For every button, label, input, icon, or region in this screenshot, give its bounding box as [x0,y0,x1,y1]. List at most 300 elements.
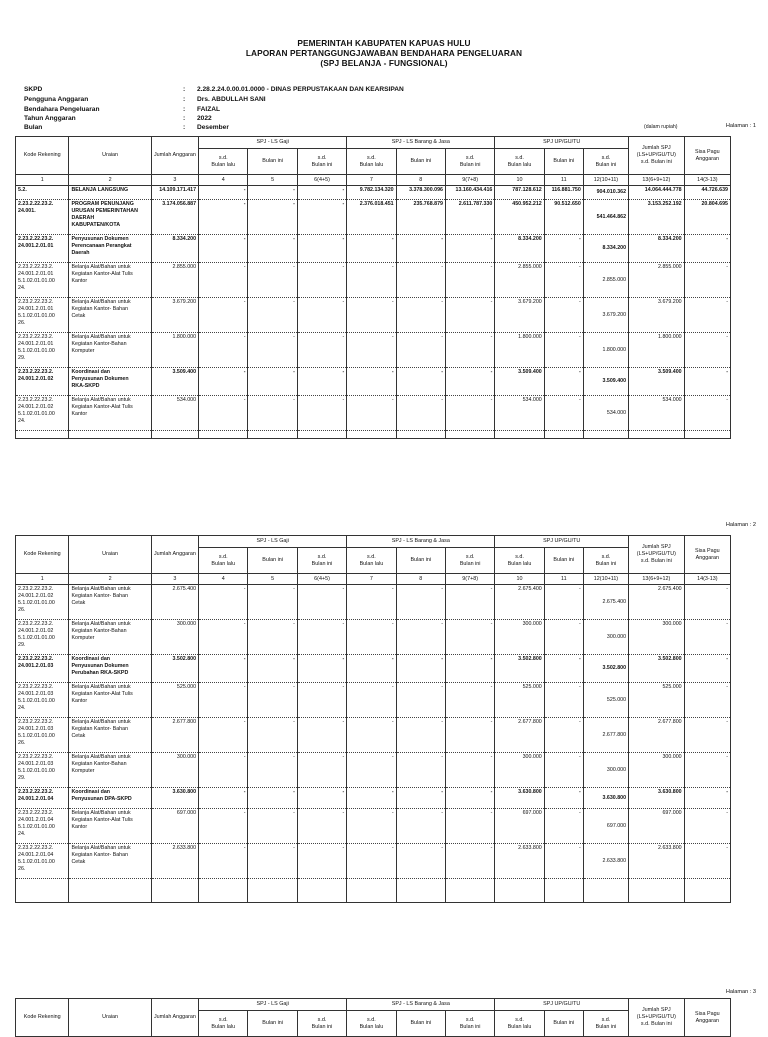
table-row [16,368,731,396]
cell-up-sd-bulan-lalu: 300.000 [495,620,544,655]
cell-jumlah: 525.000 [151,683,198,718]
col-bulan-ini-label: Bulan ini [311,560,333,567]
cell-ls-gaji-sd-bulan-ini: - [297,186,346,200]
cell-ls-barang-bulan-ini: - [396,655,445,683]
cell-ls-barang-sd-bulan-lalu: - [347,788,396,809]
col-number: 10 [495,175,544,186]
col-jumlah-spj [629,137,685,175]
cell-uraian: Belanja Alat/Bahan untuk Kegiatan Kantor- Bahan Cetak [69,298,151,333]
meta-label: Bendahara Pengeluaran [24,105,100,113]
col-number: 5 [248,175,297,186]
col-bulan-ini-label: Bulan ini [311,1023,333,1030]
cell-ls-barang-sd-bulan-ini: - [445,368,494,396]
cell-ls-gaji-sd-bulan-lalu: - [199,333,248,368]
col-jumlah-anggaran: Jumlah Anggaran [151,999,198,1037]
cell-sisa-pagu: - [684,655,730,683]
cell-ls-barang-bulan-ini: - [396,753,445,788]
cell-uraian: Koordinasi dan Penyusunan DPA-SKPD [69,788,151,809]
cell-jumlah-spj: 2.633.800 [629,844,685,879]
col-number: 11 [544,574,583,585]
col-group-ls-gaji: SPJ - LS Gaji [199,536,347,548]
cell-up-sd-bulan-lalu: 2.677.800 [495,718,544,753]
table-row [16,683,731,718]
table-row [16,844,731,879]
cell-ls-gaji-bulan-ini: - [248,844,297,879]
cell-uraian: Belanja Alat/Bahan untuk Kegiatan Kantor-Alat Tulis Kantor [69,683,151,718]
cell-jumlah-spj: 3.630.800 [629,788,685,809]
cell-ls-gaji-bulan-ini: - [248,396,297,431]
cell-ls-gaji-sd-bulan-ini: - [297,620,346,655]
cell-ls-gaji-sd-bulan-ini: - [297,809,346,844]
cell-up-sd-bulan-lalu: 787.128.612 [495,186,544,200]
cell-up-sd-bulan-ini: 2.675.400 [583,585,628,620]
cell-sisa-pagu: - [684,844,730,879]
cell-jumlah: 300.000 [151,620,198,655]
col-sisa-pagu: Sisa Pagu Anggaran [684,137,730,175]
empty-cell [495,431,544,439]
table-row [16,333,731,368]
cell-ls-barang-sd-bulan-lalu: 9.782.134.320 [347,186,396,200]
empty-cell [396,431,445,439]
cell-kode: 5.2. [16,186,69,200]
cell-ls-gaji-sd-bulan-ini: - [297,655,346,683]
cell-jumlah-spj: 300.000 [629,753,685,788]
cell-ls-barang-sd-bulan-ini: - [445,298,494,333]
cell-ls-barang-bulan-ini: - [396,620,445,655]
col-jumlah-spj-line2: (LS+UP/GU/TU) [636,1014,676,1020]
col-number: 13(6+9+12) [629,175,685,186]
col-number: 14(3-13) [684,175,730,186]
cell-up-sd-bulan-ini: 300.000 [583,620,628,655]
cell-ls-gaji-sd-bulan-ini: - [297,200,346,235]
col-sisa-pagu: Sisa Pagu Anggaran [684,536,730,574]
cell-ls-gaji-bulan-ini: - [248,333,297,368]
col-bulan-lalu-label: Bulan lalu [211,161,236,168]
cell-uraian: Belanja Alat/Bahan untuk Kegiatan Kantor- Bahan Cetak [69,844,151,879]
cell-ls-barang-sd-bulan-lalu: - [347,585,396,620]
col-group-up-gu-tu: SPJ UP/GU/TU [495,999,629,1011]
cell-uraian: BELANJA LANGSUNG [69,186,151,200]
cell-kode: 2.23.2.22.23.2. 24.001.2.01.04 5.1.02.01.01.00 24. [16,809,69,844]
empty-cell [199,431,248,439]
col-bulan-lalu-label: Bulan lalu [507,161,532,168]
col-number: 2 [69,175,151,186]
empty-cell [297,879,346,903]
col-sd-label: s.d. [317,154,327,161]
col-sd-bulan-lalu [199,149,248,175]
cell-ls-barang-sd-bulan-lalu: - [347,333,396,368]
header-line-2: LAPORAN PERTANGGUNGJAWABAN BENDAHARA PENGELUARAN [245,48,523,59]
cell-ls-barang-sd-bulan-ini: 13.160.434.416 [445,186,494,200]
cell-up-bulan-ini: - [544,753,583,788]
col-sd-label: s.d. [601,553,611,560]
cell-up-sd-bulan-lalu: 3.630.800 [495,788,544,809]
table-row [16,718,731,753]
col-bulan-ini-label: Bulan ini [595,560,617,567]
col-bulan-ini: Bulan ini [248,548,297,574]
cell-kode: 2.23.2.22.23.2. 24.001.2.01.02 [16,368,69,396]
cell-jumlah-spj: 1.800.000 [629,333,685,368]
col-number: 5 [248,574,297,585]
col-bulan-ini: Bulan ini [248,149,297,175]
cell-sisa-pagu: - [684,620,730,655]
cell-ls-barang-bulan-ini: - [396,396,445,431]
col-number: 6(4+5) [297,574,346,585]
cell-ls-barang-sd-bulan-lalu: - [347,620,396,655]
cell-ls-barang-sd-bulan-ini: - [445,655,494,683]
empty-cell [583,431,628,439]
cell-uraian: Belanja Alat/Bahan untuk Kegiatan Kantor-Bahan Komputer [69,620,151,655]
col-jumlah-spj-line3: s.d. Bulan ini [640,1021,672,1027]
cell-ls-gaji-bulan-ini: - [248,753,297,788]
col-group-ls-barang-jasa: SPJ - LS Barang & Jasa [347,536,495,548]
meta-row-bendahara [24,105,624,115]
empty-cell [16,879,69,903]
cell-up-sd-bulan-ini: 2.633.800 [583,844,628,879]
cell-up-sd-bulan-ini: 300.000 [583,753,628,788]
table-row [16,753,731,788]
meta-colon: : [183,95,186,103]
cell-sisa-pagu: - [684,263,730,298]
cell-up-bulan-ini: - [544,235,583,263]
cell-ls-barang-sd-bulan-lalu: - [347,683,396,718]
cell-ls-barang-sd-bulan-lalu: - [347,263,396,298]
report-header [0,38,768,69]
empty-cell [544,879,583,903]
cell-jumlah: 3.174.056.887 [151,200,198,235]
col-number: 7 [347,175,396,186]
cell-ls-gaji-sd-bulan-ini: - [297,788,346,809]
cell-up-bulan-ini: - [544,396,583,431]
cell-up-sd-bulan-ini: 697.000 [583,809,628,844]
col-sd-label: s.d. [367,154,376,161]
header-line-3: (SPJ BELANJA - FUNGSIONAL) [320,58,448,69]
cell-ls-gaji-sd-bulan-lalu: - [199,718,248,753]
cell-jumlah: 2.677.800 [151,718,198,753]
cell-ls-gaji-bulan-ini: - [248,683,297,718]
cell-jumlah: 2.855.000 [151,263,198,298]
col-number: 8 [396,574,445,585]
cell-ls-gaji-sd-bulan-ini: - [297,585,346,620]
col-group-up-gu-tu: SPJ UP/GU/TU [495,137,629,149]
col-sd-label: s.d. [465,154,475,161]
cell-ls-gaji-bulan-ini: - [248,186,297,200]
cell-ls-gaji-bulan-ini: - [248,585,297,620]
cell-ls-barang-sd-bulan-lalu: - [347,655,396,683]
cell-up-sd-bulan-ini: 1.800.000 [583,333,628,368]
empty-cell [684,431,730,439]
cell-ls-barang-sd-bulan-ini: - [445,718,494,753]
cell-ls-gaji-sd-bulan-ini: - [297,683,346,718]
cell-sisa-pagu: - [684,235,730,263]
col-jumlah-anggaran: Jumlah Anggaran [151,137,198,175]
cell-up-sd-bulan-ini: 3.502.800 [583,655,628,683]
cell-up-sd-bulan-lalu: 697.000 [495,809,544,844]
cell-jumlah-spj: 697.000 [629,809,685,844]
col-sd-label: s.d. [317,553,327,560]
col-sisa-pagu: Sisa Pagu Anggaran [684,999,730,1037]
cell-uraian: Belanja Alat/Bahan untuk Kegiatan Kantor- Bahan Cetak [69,718,151,753]
cell-ls-barang-bulan-ini: - [396,788,445,809]
col-jumlah-spj-line1: Jumlah SPJ [641,1007,671,1013]
empty-cell [629,879,685,903]
col-bulan-lalu-label: Bulan lalu [211,560,236,567]
cell-jumlah-spj: 8.334.200 [629,235,685,263]
cell-jumlah: 2.675.400 [151,585,198,620]
cell-ls-barang-sd-bulan-lalu: - [347,298,396,333]
cell-ls-gaji-sd-bulan-ini: - [297,333,346,368]
col-jumlah-spj-line3: s.d. Bulan ini [640,159,672,165]
cell-ls-gaji-bulan-ini: - [248,655,297,683]
col-bulan-ini: Bulan ini [396,548,445,574]
cell-ls-barang-sd-bulan-ini: - [445,235,494,263]
cell-uraian: Belanja Alat/Bahan untuk Kegiatan Kantor-Alat Tulis Kantor [69,809,151,844]
col-number: 6(4+5) [297,175,346,186]
cell-jumlah-spj: 3.509.400 [629,368,685,396]
cell-ls-barang-sd-bulan-ini: - [445,620,494,655]
empty-cell [297,431,346,439]
col-jumlah-spj [629,999,685,1037]
col-uraian: Uraian [69,999,151,1037]
col-jumlah-spj-line3: s.d. Bulan ini [640,558,672,564]
cell-jumlah: 697.000 [151,809,198,844]
cell-up-sd-bulan-ini: 541.464.862 [583,200,628,235]
col-kode-rekening: Kode Rekening [16,137,69,175]
cell-ls-barang-sd-bulan-ini: - [445,263,494,298]
table-row [16,298,731,333]
cell-up-sd-bulan-ini: 525.000 [583,683,628,718]
cell-kode: 2.23.2.22.23.2. 24.001.2.01.04 [16,788,69,809]
cell-ls-gaji-sd-bulan-lalu: - [199,620,248,655]
col-sd-label: s.d. [367,1016,376,1023]
cell-jumlah: 300.000 [151,753,198,788]
meta-colon: : [183,105,186,113]
cell-ls-barang-sd-bulan-ini: - [445,844,494,879]
col-number: 14(3-13) [684,574,730,585]
col-sd-bulan-lalu [347,149,396,175]
empty-cell [69,431,151,439]
cell-up-bulan-ini: - [544,844,583,879]
col-bulan-ini-label: Bulan ini [459,560,481,567]
cell-up-sd-bulan-lalu: 2.855.000 [495,263,544,298]
empty-cell [69,879,151,903]
cell-up-sd-bulan-lalu: 3.502.800 [495,655,544,683]
cell-uraian: Belanja Alat/Bahan untuk Kegiatan Kantor-Bahan Komputer [69,753,151,788]
empty-cell [684,879,730,903]
col-group-ls-gaji: SPJ - LS Gaji [199,137,347,149]
cell-uraian: PROGRAM PENUNJANG URUSAN PEMERINTAHAN DAERAH KABUPATEN/KOTA [69,200,151,235]
col-sd-bulan-ini [583,548,628,574]
cell-sisa-pagu: - [684,809,730,844]
cell-jumlah: 2.633.800 [151,844,198,879]
cell-ls-gaji-sd-bulan-ini: - [297,718,346,753]
col-sd-bulan-ini [445,548,494,574]
cell-ls-gaji-sd-bulan-lalu: - [199,186,248,200]
cell-jumlah-spj: 2.675.400 [629,585,685,620]
cell-ls-gaji-sd-bulan-lalu: - [199,368,248,396]
cell-jumlah-spj: 3.679.200 [629,298,685,333]
cell-ls-gaji-sd-bulan-lalu: - [199,809,248,844]
meta-colon: : [183,86,186,93]
cell-sisa-pagu: - [684,585,730,620]
cell-ls-gaji-sd-bulan-lalu: - [199,235,248,263]
cell-up-sd-bulan-ini: 534.000 [583,396,628,431]
cell-kode: 2.23.2.22.23.2. 24.001.2.01.01 5.1.02.01.01.00 26. [16,298,69,333]
cell-ls-gaji-sd-bulan-lalu: - [199,396,248,431]
cell-up-sd-bulan-ini: 2.677.800 [583,718,628,753]
cell-ls-gaji-bulan-ini: - [248,809,297,844]
spj-table-page-1 [15,136,731,439]
col-sd-label: s.d. [367,553,376,560]
cell-ls-gaji-sd-bulan-ini: - [297,235,346,263]
meta-label: Pengguna Anggaran [24,95,89,103]
cell-up-sd-bulan-lalu: 2.675.400 [495,585,544,620]
cell-sisa-pagu: - [684,396,730,431]
cell-ls-barang-sd-bulan-lalu: - [347,396,396,431]
cell-jumlah-spj: 534.000 [629,396,685,431]
col-bulan-ini-label: Bulan ini [459,1023,481,1030]
cell-jumlah: 3.509.400 [151,368,198,396]
table-row [16,788,731,809]
empty-cell [544,431,583,439]
col-bulan-ini-label: Bulan ini [311,161,333,168]
cell-ls-gaji-bulan-ini: - [248,263,297,298]
col-number: 7 [347,574,396,585]
col-bulan-lalu-label: Bulan lalu [211,1023,236,1030]
cell-ls-barang-sd-bulan-ini: - [445,809,494,844]
currency-note: (dalam rupiah) [644,124,678,130]
col-bulan-ini: Bulan ini [544,1011,583,1037]
cell-sisa-pagu: - [684,718,730,753]
cell-ls-barang-bulan-ini: - [396,263,445,298]
table-row [16,809,731,844]
cell-ls-gaji-bulan-ini: - [248,718,297,753]
col-jumlah-anggaran: Jumlah Anggaran [151,536,198,574]
table-row [16,235,731,263]
cell-sisa-pagu: - [684,298,730,333]
cell-up-bulan-ini: - [544,655,583,683]
cell-uraian: Belanja Alat/Bahan untuk Kegiatan Kantor- Bahan Cetak [69,585,151,620]
col-jumlah-spj-line2: (LS+UP/GU/TU) [636,152,676,158]
meta-row-bulan [24,123,624,132]
cell-sisa-pagu: - [684,788,730,809]
col-sd-bulan-lalu [495,149,544,175]
cell-jumlah-spj: 300.000 [629,620,685,655]
cell-ls-barang-bulan-ini: - [396,585,445,620]
col-number: 1 [16,175,69,186]
cell-up-sd-bulan-lalu: 1.800.000 [495,333,544,368]
cell-ls-barang-sd-bulan-lalu: - [347,809,396,844]
cell-up-sd-bulan-lalu: 3.679.200 [495,298,544,333]
col-bulan-ini: Bulan ini [544,149,583,175]
cell-kode: 2.23.2.22.23.2. 24.001.2.01.02 5.1.02.01.01.00 26. [16,585,69,620]
meta-colon: : [183,124,186,132]
cell-up-sd-bulan-lalu: 300.000 [495,753,544,788]
table-row-blank [16,431,731,439]
cell-ls-gaji-bulan-ini: - [248,788,297,809]
empty-cell [347,431,396,439]
table-row [16,186,731,200]
col-sd-label: s.d. [465,553,475,560]
cell-ls-barang-bulan-ini: 3.378.300.096 [396,186,445,200]
cell-up-sd-bulan-ini: 8.334.200 [583,235,628,263]
col-bulan-ini: Bulan ini [396,1011,445,1037]
cell-up-bulan-ini: - [544,263,583,298]
cell-up-sd-bulan-lalu: 450.952.212 [495,200,544,235]
col-sd-bulan-ini [445,149,494,175]
cell-ls-gaji-sd-bulan-lalu: - [199,844,248,879]
table-row [16,200,731,235]
cell-kode: 2.23.2.22.23.2. 24.001.2.01.01 5.1.02.01.01.00 29. [16,333,69,368]
cell-ls-barang-sd-bulan-lalu: - [347,844,396,879]
report-meta [24,85,624,132]
empty-cell [248,431,297,439]
cell-up-bulan-ini: - [544,620,583,655]
col-bulan-lalu-label: Bulan lalu [359,161,384,168]
cell-ls-gaji-sd-bulan-ini: - [297,753,346,788]
empty-cell [495,879,544,903]
cell-uraian: Penyusunan Dokumen Perencanaan Perangkat Daerah [69,235,151,263]
cell-up-sd-bulan-ini: 904.010.362 [583,186,628,200]
table-row [16,263,731,298]
cell-up-sd-bulan-lalu: 534.000 [495,396,544,431]
cell-ls-gaji-sd-bulan-lalu: - [199,263,248,298]
cell-up-sd-bulan-lalu: 8.334.200 [495,235,544,263]
cell-ls-barang-sd-bulan-ini: - [445,788,494,809]
col-number: 4 [199,574,248,585]
cell-uraian: Belanja Alat/Bahan untuk Kegiatan Kantor-Bahan Komputer [69,333,151,368]
cell-sisa-pagu: - [684,333,730,368]
cell-uraian: Koordinasi dan Penyusunan Dokumen Perubahan RKA-SKPD [69,655,151,683]
cell-jumlah: 3.502.800 [151,655,198,683]
cell-ls-gaji-sd-bulan-ini: - [297,263,346,298]
page-number-2: Halaman : 2 [725,522,756,528]
cell-ls-barang-bulan-ini: - [396,235,445,263]
col-number: 10 [495,574,544,585]
cell-kode: 2.23.2.22.23.2. 24.001.2.01.01 [16,235,69,263]
cell-up-sd-bulan-ini: 3.679.200 [583,298,628,333]
col-sd-bulan-lalu [199,548,248,574]
cell-jumlah: 8.334.200 [151,235,198,263]
col-sd-bulan-ini [297,149,346,175]
meta-row-tahun [24,114,624,123]
cell-jumlah: 534.000 [151,396,198,431]
cell-jumlah: 1.800.000 [151,333,198,368]
meta-label: Tahun Anggaran [24,115,76,123]
cell-up-sd-bulan-ini: 2.855.000 [583,263,628,298]
meta-label: SKPD [24,86,43,93]
cell-ls-barang-sd-bulan-lalu: - [347,235,396,263]
cell-kode: 2.23.2.22.23.2. 24.001.2.01.04 5.1.02.01.01.00 26. [16,844,69,879]
col-bulan-lalu-label: Bulan lalu [359,560,384,567]
cell-ls-gaji-bulan-ini: - [248,235,297,263]
cell-up-bulan-ini: - [544,585,583,620]
cell-ls-gaji-sd-bulan-lalu: - [199,585,248,620]
cell-jumlah-spj: 2.855.000 [629,263,685,298]
col-sd-bulan-lalu [495,548,544,574]
cell-jumlah-spj: 3.502.800 [629,655,685,683]
col-sd-label: s.d. [218,154,228,161]
col-bulan-lalu-label: Bulan lalu [507,1023,532,1030]
cell-up-sd-bulan-lalu: 2.633.800 [495,844,544,879]
spj-table-page-2 [15,535,731,903]
col-jumlah-spj-line1: Jumlah SPJ [641,544,671,550]
col-jumlah-spj-line1: Jumlah SPJ [641,145,671,151]
col-number: 3 [151,175,198,186]
cell-up-bulan-ini: 116.881.750 [544,186,583,200]
cell-ls-barang-sd-bulan-lalu: - [347,753,396,788]
col-number: 3 [151,574,198,585]
